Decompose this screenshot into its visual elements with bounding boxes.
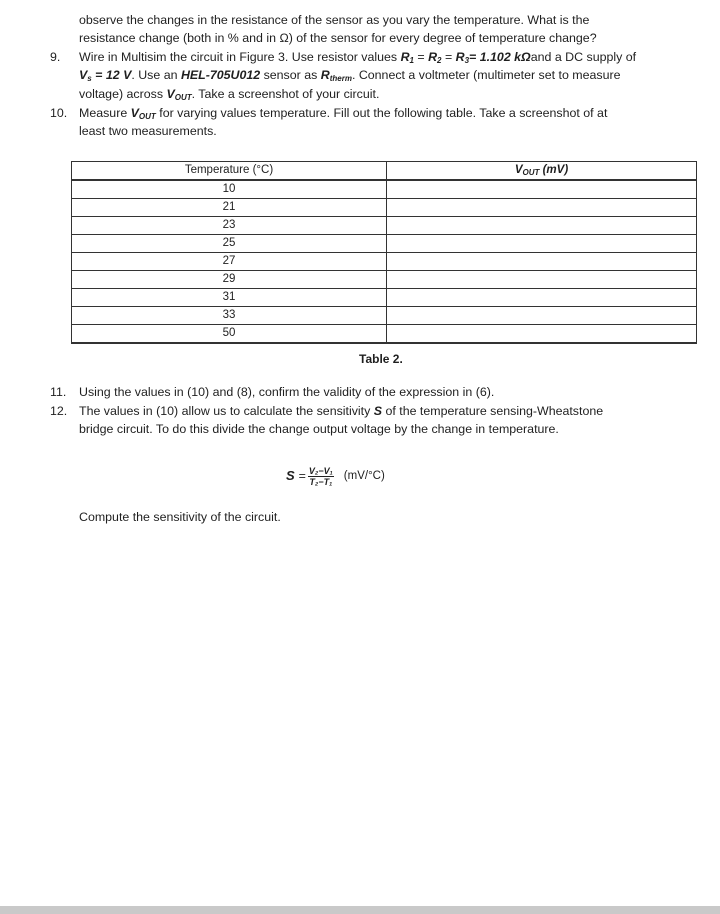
vout-cell[interactable] — [387, 217, 697, 235]
temp-cell: 50 — [72, 325, 387, 344]
table-row — [72, 289, 697, 307]
item-10-text-3: least two measurements. — [79, 124, 217, 139]
item-9 — [50, 48, 680, 103]
temp-cell: 29 — [72, 271, 387, 289]
table-2 — [71, 161, 697, 344]
sensor-name: HEL-705U012 — [180, 68, 261, 83]
formula-equals: = — [298, 468, 306, 483]
s-symbol: S — [373, 404, 383, 418]
temperature-header: Temperature (°C) — [72, 162, 387, 181]
item-11 — [50, 383, 680, 401]
temp-cell: 21 — [72, 199, 387, 217]
item-9-number: 9. — [50, 50, 61, 64]
temp-cell: 31 — [72, 289, 387, 307]
table-row — [72, 199, 697, 217]
vout-header: $V_{OUT}$ (mV) — [387, 162, 697, 181]
formula-fraction — [308, 466, 334, 487]
table-row — [72, 217, 697, 235]
vout-cell[interactable] — [387, 325, 697, 344]
intro-paragraph — [79, 11, 679, 48]
item-12-text-1: The values in (10) allow us to calculate the sensitivity — [79, 404, 374, 418]
item-9-text-6: voltage) across — [79, 86, 167, 101]
table-row — [72, 307, 697, 325]
vout-cell[interactable] — [387, 235, 697, 253]
table-row — [72, 235, 697, 253]
eq-1: = — [413, 50, 429, 64]
compute-instruction: Compute the sensitivity of the circuit. — [79, 510, 281, 524]
item-9-text-2: and a DC supply of — [530, 50, 637, 64]
formula-unit: (mV/°C) — [343, 469, 385, 482]
vout-cell[interactable] — [387, 307, 697, 325]
item-10-body — [79, 104, 680, 141]
table-row — [72, 253, 697, 271]
eq-2: = — [441, 50, 456, 64]
item-9-text-7: . Take a screenshot of your circuit. — [191, 86, 380, 101]
item-10-text-1: Measure — [79, 106, 131, 120]
intro-line-1: observe the changes in the resistance of the sensor as you vary the temperature. What is the — [79, 13, 590, 27]
item-12-number: 12. — [50, 404, 68, 418]
item-12-body — [79, 402, 680, 439]
bottom-divider — [0, 906, 720, 914]
table-row — [72, 271, 697, 289]
resistor-value: = 1.102 kΩ — [469, 50, 531, 64]
item-9-text-5: . Connect a voltmeter (multimeter set to measure — [351, 68, 621, 83]
r1-symbol: $R_1$ — [400, 50, 414, 65]
table-row — [72, 325, 697, 344]
vout-symbol: $V_{OUT}$ — [130, 106, 156, 121]
table-row — [72, 180, 697, 199]
table-header-row — [72, 162, 697, 181]
rtherm-symbol: $R_{therm}$ — [320, 68, 352, 84]
formula-denominator: T₂−T₁ — [309, 476, 333, 487]
item-12-text-3: bridge circuit. To do this divide the change output voltage by the change in temperature. — [79, 422, 559, 437]
r3-symbol: $R_3$ — [455, 50, 470, 65]
item-10-number: 10. — [50, 106, 68, 120]
sensitivity-formula — [286, 458, 385, 494]
item-10-text-2: for varying values temperature. Fill out the following table. Take a screenshot of at — [155, 106, 608, 120]
item-12-text-2: of the temperature sensing-Wheatstone — [382, 404, 604, 418]
vout-cell[interactable] — [387, 271, 697, 289]
item-11-number: 11. — [50, 385, 67, 399]
item-9-text-4: sensor as — [260, 68, 321, 83]
r2-symbol: $R_2$ — [428, 50, 442, 65]
formula-numerator: V₂−V₁ — [308, 465, 333, 476]
vout-cell[interactable] — [387, 180, 697, 199]
vout-symbol: $V_{OUT}$ — [166, 86, 192, 102]
formula-s: S — [286, 467, 295, 483]
vout-cell[interactable] — [387, 289, 697, 307]
table-caption: Table 2. — [359, 352, 403, 366]
vs-symbol: $V_s = 12$ V — [79, 68, 132, 84]
item-12 — [50, 402, 680, 439]
intro-line-2: resistance change (both in % and in Ω) of the sensor for every degree of temperature change? — [79, 31, 597, 46]
item-9-body — [79, 48, 680, 103]
item-9-text-1: Wire in Multisim the circuit in Figure 3. Use resistor values — [79, 50, 401, 64]
item-10 — [50, 104, 680, 141]
vout-cell[interactable] — [387, 253, 697, 271]
vout-cell[interactable] — [387, 199, 697, 217]
temp-cell: 27 — [72, 253, 387, 271]
temp-cell: 23 — [72, 217, 387, 235]
item-9-text-3: . Use an — [131, 68, 181, 83]
temp-cell: 25 — [72, 235, 387, 253]
measurement-table — [71, 161, 697, 344]
item-11-text: Using the values in (10) and (8), confirm the validity of the expression in (6). — [79, 385, 495, 399]
temp-cell: 10 — [72, 180, 387, 199]
temp-cell: 33 — [72, 307, 387, 325]
